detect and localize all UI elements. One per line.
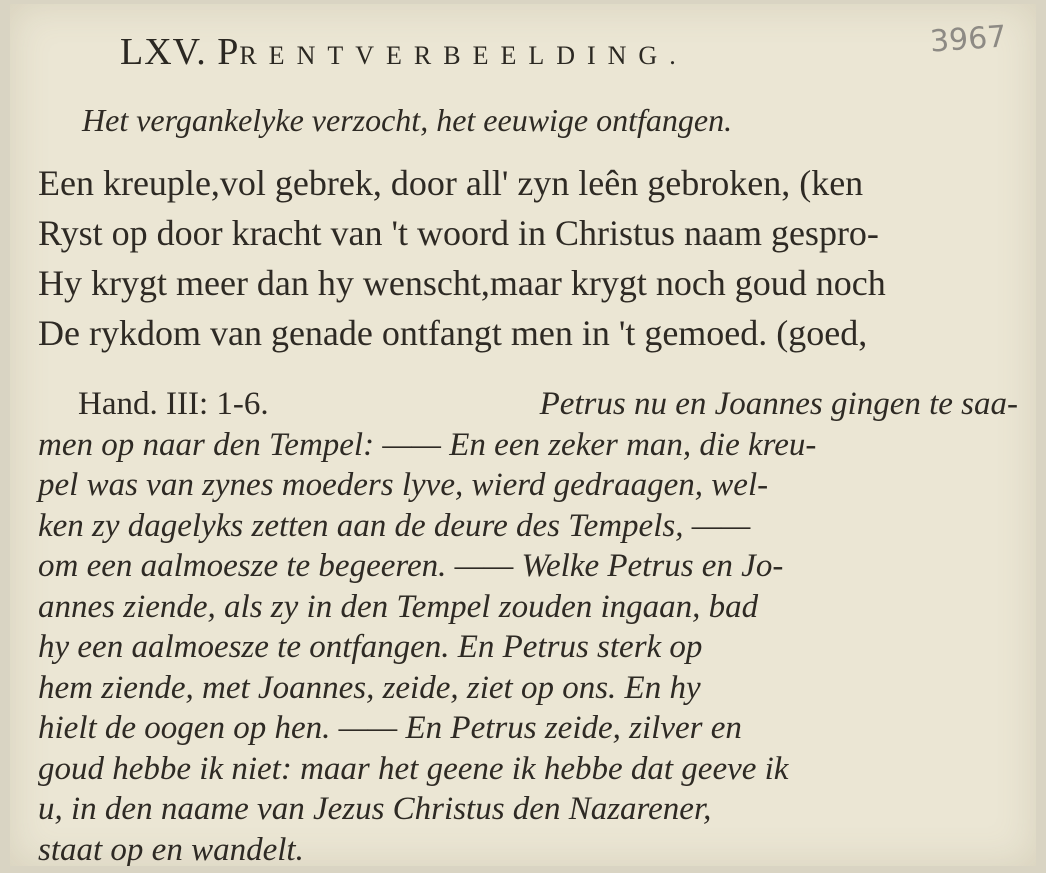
scripture-passage <box>38 384 1018 866</box>
prose-line: hy een aalmoesze te ontfangen. En Petrus sterk op <box>38 629 703 665</box>
prose-line: men op naar den Tempel: —— En een zeker man, die kreu- <box>38 426 817 463</box>
prose-line: ken zy dagelyks zetten aan de deure des Tempels, —— <box>38 507 751 544</box>
poem-line: De rykdom van genade ontfangt men in 't gemoed. (goed, <box>38 313 868 353</box>
poem <box>38 158 1028 358</box>
document-page <box>10 4 1036 866</box>
prose-line: goud hebbe ik niet: maar het geene ik hebbe dat geeve ik <box>38 750 789 787</box>
poem-line: Een kreuple,vol gebrek, door all' zyn leên gebroken, (ken <box>38 163 864 203</box>
prose-line: staat op en wandelt. <box>38 831 304 866</box>
prose-line: u, in den naame van Jezus Christus den Nazarener, <box>38 791 712 827</box>
poem-line: Hy krygt meer dan hy wenscht,maar krygt noch goud noch <box>38 263 886 303</box>
title-rest: RENTVERBEELDING. <box>239 41 688 70</box>
subtitle: Het vergankelyke verzocht, het eeuwige ontfangen. <box>82 102 733 138</box>
prose-text: Petrus nu en Joannes gingen te saa- <box>539 386 1018 422</box>
handwritten-number: 3967 <box>928 19 1008 60</box>
scripture-reference: Hand. III: 1-6. <box>78 386 269 422</box>
prose-line: hielt de oogen op hen. —— En Petrus zeide, zilver en <box>38 710 742 746</box>
title-number: LXV. <box>120 31 207 73</box>
prose-line: pel was van zynes moeders lyve, wierd gedraagen, wel- <box>38 467 769 503</box>
prose-line: hem ziende, met Joannes, zeide, ziet op ons. En hy <box>38 669 701 706</box>
prose-line: om een aalmoesze te begeeren. —— Welke Petrus en Jo- <box>38 548 784 584</box>
poem-line: Ryst op door kracht van 't woord in Christus naam gespro- <box>38 213 879 253</box>
prose-line <box>38 384 1018 425</box>
title-first-letter: P <box>217 31 240 73</box>
page-title <box>120 30 688 74</box>
prose-line: annes ziende, als zy in den Tempel zouden ingaan, bad <box>38 588 759 625</box>
